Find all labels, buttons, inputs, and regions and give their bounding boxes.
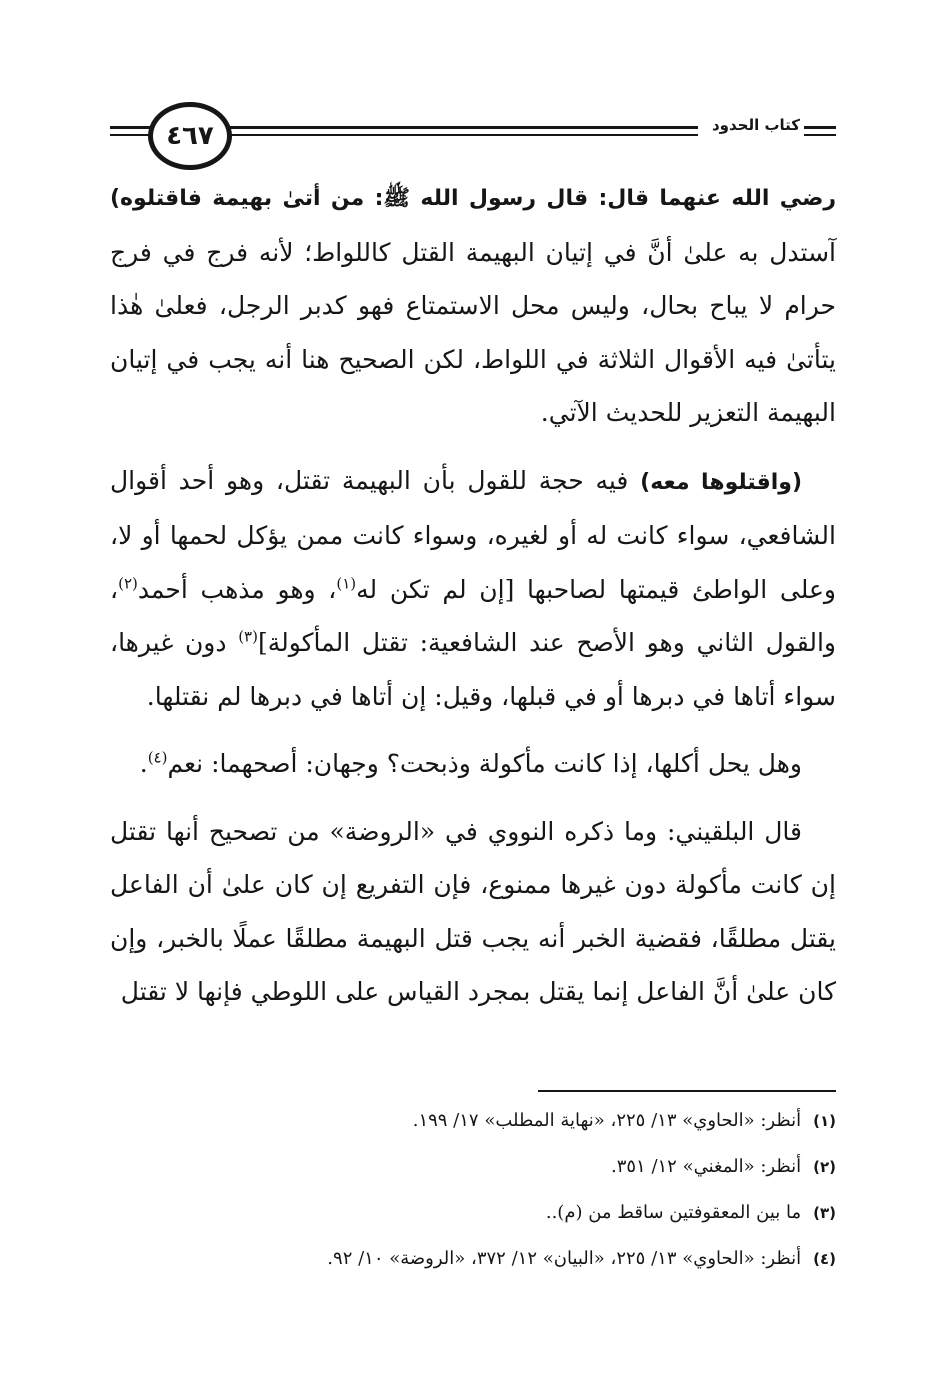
paragraph-text: قال البلقيني: وما ذكره النووي في «الروضة» من تصحيح أنها تقتل إن كانت مأكولة دون غيرها ممنوع، فإن التفريع إن كان علىٰ أن الفاعل يقتل مطلقًا، فقضية الخبر أنه يجب قتل البهيمة مطلقًا عملًا بالخبر، وإن كان علىٰ أنَّ الفاعل إنما يقتل بمجرد القياس على اللوطي فإنها لا تقتل bbox=[110, 816, 836, 1006]
footnote-text: أنظر: «الحاوي» ١٣/ ٢٢٥، «نهاية المطلب» ١٧/ ١٩٩. bbox=[412, 1110, 802, 1131]
footnote-number: (٢) bbox=[813, 1158, 836, 1176]
paragraph-text: ، والقول الثاني وهو الأصح عند الشافعية: تقتل المأكولة] bbox=[110, 574, 836, 657]
header-rule-right-thin bbox=[804, 134, 836, 136]
header-rule-center-thin bbox=[226, 134, 698, 136]
paragraph bbox=[110, 805, 836, 1019]
paragraph-text: ، وهو مذهب أحمد bbox=[137, 574, 337, 604]
paragraph-text: فيه حجة للقول بأن البهيمة تقتل، وهو أحد أقوال الشافعي، سواء كانت له أو لغيره، وسواء كانت ممن يؤكل لحمها أو لا، وعلى الواطئ قيمتها لصاحبها [إن لم تكن له bbox=[110, 465, 836, 604]
footnote bbox=[110, 1144, 836, 1190]
hadith-quote: رضي الله عنهما قال: قال رسول الله ﷺ: من أتىٰ بهيمة فاقتلوه) bbox=[110, 186, 836, 211]
footnote-divider bbox=[538, 1090, 836, 1092]
footnote bbox=[110, 1098, 836, 1144]
footnote bbox=[110, 1236, 836, 1282]
footnote-ref: (٣) bbox=[238, 627, 258, 646]
footnote-number: (١) bbox=[813, 1112, 836, 1130]
book-title: كتاب الحدود bbox=[711, 116, 800, 134]
paragraph-end: . bbox=[139, 749, 148, 778]
footnote-text: أنظر: «المغني» ١٢/ ٣٥١. bbox=[610, 1156, 802, 1177]
paragraph-text: دون غيرها، سواء أتاها في دبرها أو في قبلها، وقيل: إن أتاها في دبرها لم نقتلها. bbox=[110, 628, 836, 711]
paragraph bbox=[110, 737, 836, 791]
footnote-ref: (١) bbox=[336, 574, 357, 593]
header-rule-left bbox=[110, 126, 150, 129]
footnote-number: (٤) bbox=[813, 1250, 836, 1268]
footnote-number: (٣) bbox=[813, 1204, 836, 1222]
footnote-text: أنظر: «الحاوي» ١٣/ ٢٢٥، «البيان» ١٢/ ٣٧٢، «الروضة» ١٠/ ٩٢. bbox=[327, 1248, 802, 1269]
footnote bbox=[110, 1190, 836, 1236]
main-text bbox=[110, 170, 836, 1019]
paragraph-text: وهل يحل أكلها، إذا كانت مأكولة وذبحت؟ وجهان: أصحهما: نعم bbox=[167, 749, 802, 778]
hadith-quote: (واقتلوها معه) bbox=[640, 469, 802, 495]
footnote-text: ما بين المعقوفتين ساقط من (م).. bbox=[545, 1202, 802, 1223]
page-header bbox=[110, 96, 836, 176]
footnote-ref: (٢) bbox=[118, 574, 138, 593]
paragraph-text: آستدل به علىٰ أنَّ في إتيان البهيمة القتل كاللواط؛ لأنه فرج في فرج حرام لا يباح بحال، وليس محل الاستمتاع فهو كدبر الرجل، فعلىٰ هٰذا يتأتىٰ فيه الأقوال الثلاثة في اللواط، لكن الصحيح هنا أنه يجب في إتيان البهيمة التعزير للحديث الآتي. bbox=[110, 237, 836, 427]
footnote-ref: (٤) bbox=[147, 748, 168, 767]
header-rule-right bbox=[804, 126, 836, 129]
paragraph bbox=[110, 454, 836, 724]
page-number: ٤٦٧ bbox=[148, 102, 232, 170]
header-rule-center bbox=[226, 126, 698, 129]
paragraph bbox=[110, 170, 836, 440]
header-rule-left-thin bbox=[110, 134, 150, 136]
footnotes bbox=[110, 1098, 836, 1282]
